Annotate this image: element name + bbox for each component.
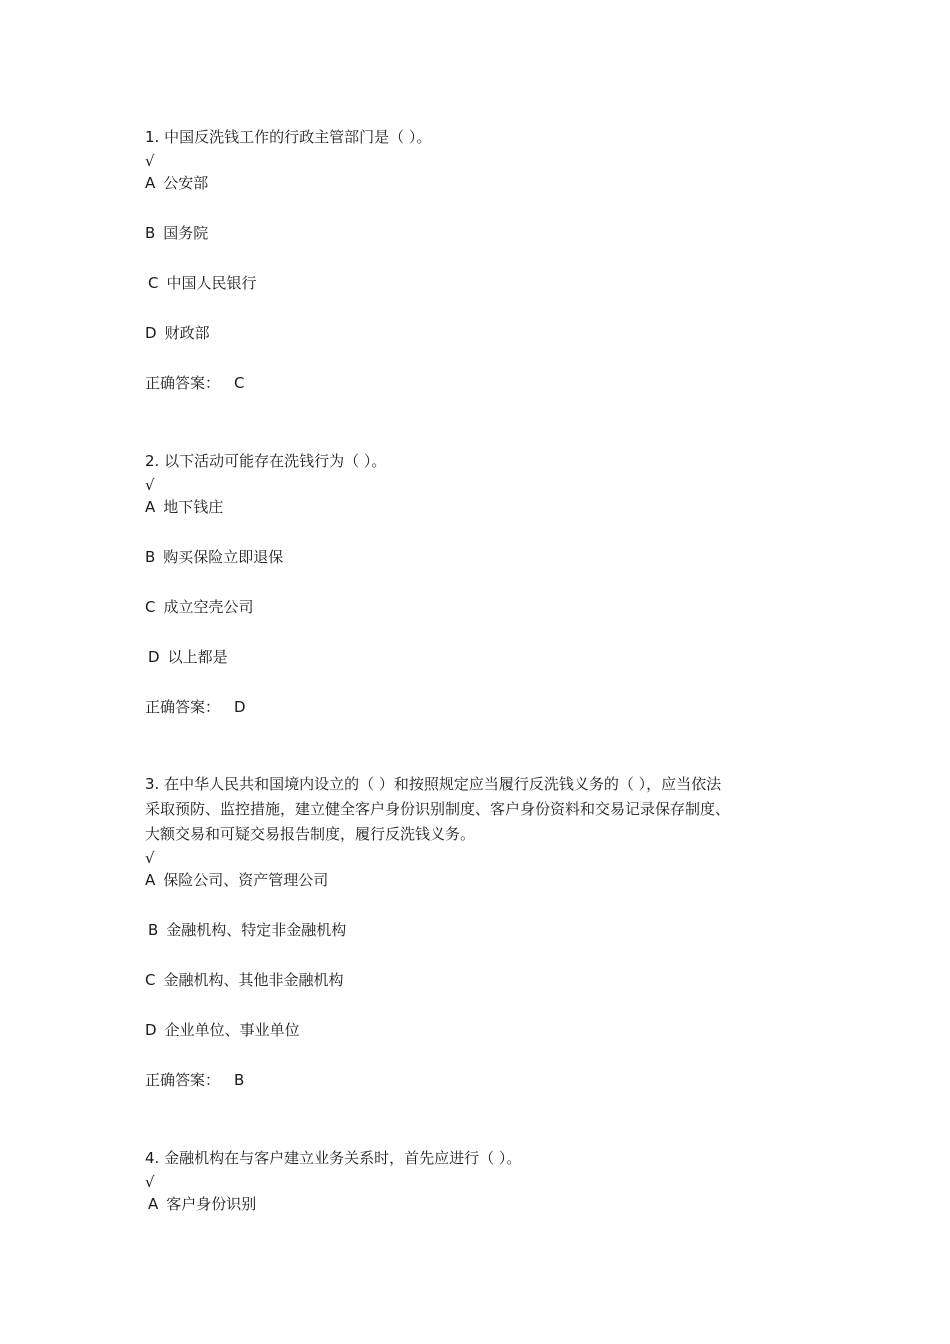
question-3-prompt-line-2: 采取预防、监控措施，建立健全客户身份识别制度、客户身份资料和交易记录保存制度、 [145,800,731,818]
option-text: 企业单位、事业单位 [164,1021,300,1039]
question-4 [145,1146,825,1243]
option-text: 以上都是 [167,648,228,666]
check-mark: √ [145,476,155,494]
question-3-prompt-line-1: 3. 在中华人民共和国境内设立的（ ）和按照规定应当履行反洗钱义务的（ ），应当依法 [145,775,722,793]
option-letter: A [145,498,156,516]
question-3-option-a [145,869,825,891]
option-letter: D [148,648,160,666]
answer-label: 正确答案： [145,374,221,392]
question-2-option-a [145,496,825,518]
question-1-answer [145,372,825,394]
option-letter: A [145,174,156,192]
question-4-option-a [145,1193,825,1215]
option-letter: B [145,224,156,242]
check-mark: √ [145,849,155,867]
option-letter: B [145,548,156,566]
option-letter: B [148,921,159,939]
option-text: 公安部 [163,174,209,192]
question-3 [145,772,825,1091]
question-3-option-d [145,1019,825,1041]
option-text: 金融机构、特定非金融机构 [166,921,347,939]
answer-value: D [234,698,246,716]
question-2 [145,449,825,718]
option-text: 成立空壳公司 [163,598,254,616]
question-4-prompt: 4. 金融机构在与客户建立业务关系时，首先应进行（ ）。 [145,1149,522,1167]
answer-value: C [234,374,245,392]
question-3-option-c [145,969,825,991]
answer-value: B [234,1071,245,1089]
question-2-option-d [145,646,825,668]
question-1-option-c [145,272,825,294]
question-3-option-b [145,919,825,941]
option-letter: D [145,1021,157,1039]
question-2-option-b [145,546,825,568]
option-letter: A [148,1195,159,1213]
option-text: 中国人民银行 [166,274,257,292]
option-text: 客户身份识别 [166,1195,257,1213]
check-mark: √ [145,152,155,170]
option-letter: C [145,971,156,989]
answer-label: 正确答案： [145,698,221,716]
question-3-answer [145,1069,825,1091]
option-text: 购买保险立即退保 [163,548,284,566]
option-letter: A [145,871,156,889]
question-1-option-a [145,172,825,194]
option-letter: C [145,598,156,616]
question-1-prompt: 1. 中国反洗钱工作的行政主管部门是（ ）。 [145,128,432,146]
option-text: 国务院 [163,224,209,242]
option-text: 保险公司、资产管理公司 [163,871,329,889]
question-2-answer [145,696,825,718]
option-letter: D [145,324,157,342]
question-1 [145,125,825,394]
question-1-option-d [145,322,825,344]
option-text: 金融机构、其他非金融机构 [163,971,344,989]
answer-label: 正确答案： [145,1071,221,1089]
question-2-prompt: 2. 以下活动可能存在洗钱行为（ ）。 [145,452,387,470]
option-letter: C [148,274,159,292]
question-3-prompt-line-3: 大额交易和可疑交易报告制度，履行反洗钱义务。 [145,825,476,843]
option-text: 财政部 [164,324,210,342]
question-1-option-b [145,222,825,244]
check-mark: √ [145,1173,155,1191]
option-text: 地下钱庄 [163,498,224,516]
question-2-option-c [145,596,825,618]
